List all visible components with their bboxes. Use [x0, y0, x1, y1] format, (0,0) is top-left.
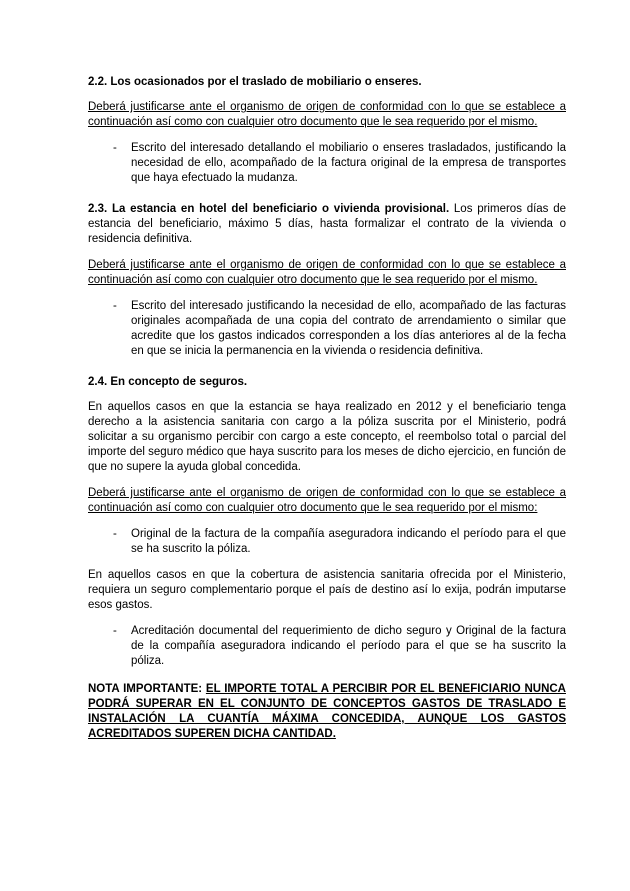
section-2-3-bullet-text: Escrito del interesado justificando la necesidad de ello, acompañado de las facturas originales acompañada de una copia del contrato de arrendamiento o similar que acredite que los gastos indicados corresponden a los días anteriores al de la fecha en que se inicia la permanencia en la vivienda o residencia definitiva.: [131, 300, 566, 357]
section-2-4-bullet-1-text: Original de la factura de la compañía aseguradora indicando el período para el que se ha suscrito la póliza.: [131, 528, 566, 555]
section-2-2-heading: 2.2. Los ocasionados por el traslado de mobiliario o enseres.: [88, 76, 422, 88]
section-2-2-justification-paragraph: Deberá justificarse ante el organismo de origen de conformidad con lo que se establece a continuación así como con cualquier otro documento que le sea requerido por el mismo.: [88, 101, 566, 128]
important-note-paragraph: [88, 682, 566, 742]
bullet-marker: -: [113, 528, 117, 540]
section-2-4-complementary-paragraph: En aquellos casos en que la cobertura de asistencia sanitaria ofrecida por el Ministerio, requiera un seguro complementario porque el país de destino así lo exija, podrán imputarse esos gastos.: [88, 569, 566, 611]
list-item: [113, 527, 566, 557]
section-2-4-bullet-2-text: Acreditación documental del requerimiento de dicho seguro y Original de la factura de la compañía aseguradora indicando el período para el que se ha suscrito la póliza.: [131, 625, 566, 667]
section-2-4-intro-paragraph: En aquellos casos en que la estancia se haya realizado en 2012 y el beneficiario tenga derecho a la asistencia sanitaria con cargo a la póliza suscrita por el Ministerio, podrá solicitar a su organismo percibir con cargo a este concepto, el reembolso total o parcial del importe del seguro médico que haya suscrito para los meses de dicho ejercicio, en función de que no supere la ayuda global concedida.: [88, 401, 566, 473]
section-2-3-paragraph: [88, 202, 566, 247]
section-2-3-heading: 2.3. La estancia en hotel del beneficiario o vivienda provisional.: [88, 203, 450, 215]
section-2-3-justification-paragraph: Deberá justificarse ante el organismo de origen de conformidad con lo que se establece a continuación así como con cualquier otro documento que le sea requerido por el mismo.: [88, 259, 566, 286]
important-note-text: EL IMPORTE TOTAL A PERCIBIR POR EL BENEFICIARIO NUNCA PODRÁ SUPERAR EN EL CONJUNTO DE CONCEPTOS GASTOS DE TRASLADO E INSTALACIÓN LA CUANTÍA MÁXIMA CONCEDIDA, AUNQUE LOS GASTOS ACREDITADOS SUPEREN DICHA CANTIDAD.: [88, 683, 566, 740]
bullet-marker: -: [113, 300, 117, 312]
list-item: [113, 141, 566, 186]
section-2-4-justification-paragraph: Deberá justificarse ante el organismo de origen de conformidad con lo que se establece a continuación así como con cualquier otro documento que le sea requerido por el mismo:: [88, 487, 566, 514]
section-2-3-heading-continuation: Los primeros días de estancia del beneficiario, máximo 5 días, hasta formalizar el contrato de la vivienda o residencia definitiva.: [88, 203, 566, 245]
important-note-label: NOTA IMPORTANTE:: [88, 683, 206, 695]
list-item: [113, 624, 566, 669]
bullet-marker: -: [113, 142, 117, 154]
list-item: [113, 299, 566, 359]
section-2-4-heading: 2.4. En concepto de seguros.: [88, 376, 248, 388]
section-2-2-bullet-text: Escrito del interesado detallando el mobiliario o enseres trasladados, justificando la necesidad de ello, acompañado de la factura original de la empresa de transportes que haya efectuado la mudanza.: [131, 142, 566, 184]
bullet-marker: -: [113, 625, 117, 637]
